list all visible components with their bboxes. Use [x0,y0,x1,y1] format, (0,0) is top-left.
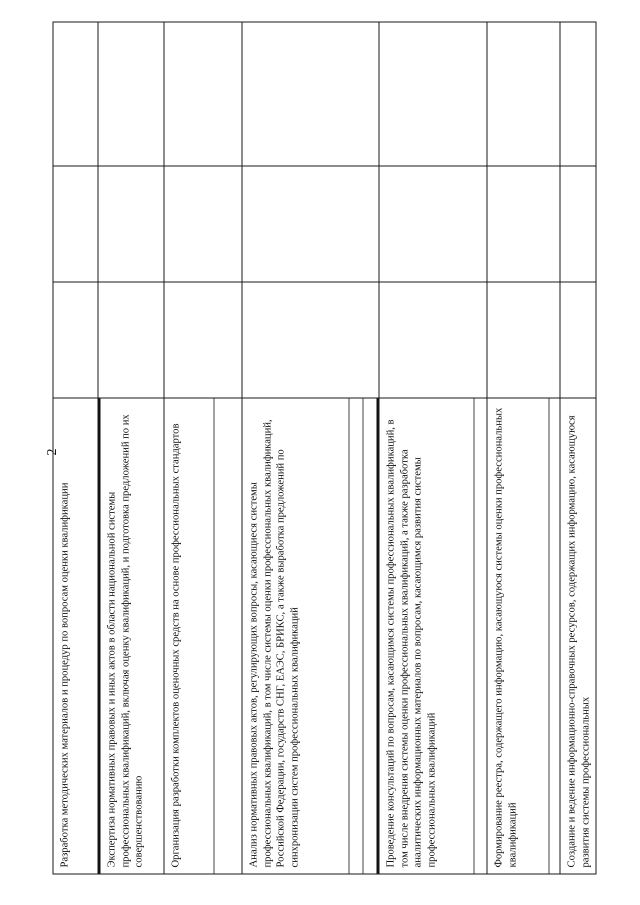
empty-cell [164,22,242,166]
row-inner-rule [363,398,364,873]
row-inner-rule [349,398,350,873]
empty-cell [560,166,596,282]
activity-text: Анализ нормативных правовых актов, регулирующих вопросы, касающиеся системы профессиональных квалификаций, в том числе системы оценки профессиональных квалификаций, Российской Федерации, государств СНГ, ЕАЭС, БРИКС, а также выработка предложений по синхронизации систем профессиональных квалификаций [248,418,301,867]
empty-cell [379,282,487,398]
activity-cell [379,398,487,874]
activity-cell [560,398,596,874]
page-number: 2 [45,448,60,456]
heavy-row-rule [377,398,379,873]
activity-text: Экспертиза нормативных правовых и иных актов в области национальной системы профессиональных квалификаций, включая оценку квалификаций, и подготовка предложений по их совершенствованию [106,413,145,867]
empty-cell [242,22,379,166]
activity-text: Создание и ведение информационно-справочных ресурсов, содержащих информацию, касающуюся развития системы профессиональных [566,414,592,867]
activities-table [53,21,597,874]
activity-text: Организация разработки комплектов оценочных средств на основе профессиональных стандартов [170,423,182,867]
empty-cell [98,282,164,398]
table-row [53,22,98,874]
empty-cell [487,282,560,398]
empty-cell [242,166,379,282]
activity-text: Проведение консультаций по вопросам, касающимся системы профессиональных квалификаций, в том числе внедрения системы оценки профессиональных квалификаций, а также разработка аналитических информационных материалов по вопросам, касающимся развития системы профессиональных квалификаций [385,418,438,867]
table-row [560,22,596,874]
empty-cell [379,166,487,282]
table-row [379,22,487,874]
empty-cell [560,22,596,166]
empty-cell [560,282,596,398]
empty-cell [164,166,242,282]
table-row [164,22,242,874]
empty-cell [98,22,164,166]
empty-cell [98,166,164,282]
rotated-table-sheet [53,22,596,874]
empty-cell [53,166,98,282]
activity-cell [98,398,164,874]
empty-cell [53,282,98,398]
activity-text: Формирование реестра, содержащего информацию, касающуюся системы оценки профессиональных квалификаций [493,407,519,867]
table-row [242,22,379,874]
activity-text: Разработка методических материалов и процедур по вопросам оценки квалификации [59,482,71,867]
empty-cell [242,282,379,398]
table-row [98,22,164,874]
empty-cell [379,22,487,166]
activity-cell [53,398,98,874]
table-row [487,22,560,874]
activity-cell [164,398,242,874]
activity-cell [487,398,560,874]
activity-cell [242,398,379,874]
empty-cell [164,282,242,398]
empty-cell [487,166,560,282]
empty-cell [487,22,560,166]
empty-cell [53,22,98,166]
